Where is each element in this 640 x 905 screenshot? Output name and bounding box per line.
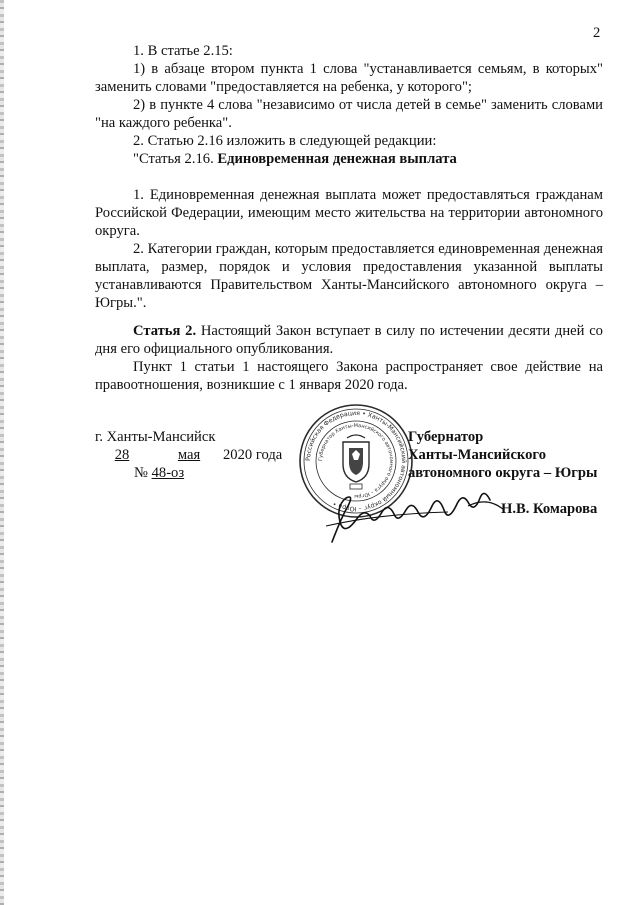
law-number xyxy=(134,464,184,482)
item-1-sub-1: 1) в абзаце втором пункта 1 слова "устанавливается семьям, в которых" заменить словами "предоставляется на ребенка, у которого"; xyxy=(95,61,603,95)
article-2-16-title: Единовременная денежная выплата xyxy=(217,151,457,167)
seal-outer-text: Российская Федерация • Ханты-Мансийский автономный округ – Югра • xyxy=(304,409,408,513)
scan-edge-artifact xyxy=(0,0,4,905)
article-2-paragraph-2: Пункт 1 статьи 1 настоящего Закона распространяет свое действие на правоотношения, возникшие с 1 января 2020 года. xyxy=(95,359,603,393)
item-2-intro: 2. Статью 2.16 изложить в следующей редакции: xyxy=(133,133,437,149)
date-year: 2020 года xyxy=(223,447,283,463)
page-number: 2 xyxy=(593,25,601,41)
law-number-prefix: № xyxy=(134,465,148,481)
signature-block xyxy=(408,428,597,482)
signing-date xyxy=(95,446,282,464)
governor-title-line-2: Ханты-Мансийского xyxy=(408,447,546,463)
law-number-value: 48-оз xyxy=(151,465,185,481)
governor-title-line-1: Губернатор xyxy=(408,429,484,445)
article-2-label: Статья 2. xyxy=(133,323,197,339)
article-2-16-paragraph-1: 1. Единовременная денежная выплата может предоставляться гражданам Российской Федерации, имеющим место жительства на территории автономного округа. xyxy=(95,187,603,239)
handwritten-signature xyxy=(318,476,518,548)
item-1-sub-2: 2) в пункте 4 слова "независимо от числа детей в семье" заменить словами "на каждого ребенка". xyxy=(95,97,603,131)
date-day: 28 xyxy=(114,447,130,463)
signing-city: г. Ханты-Мансийск xyxy=(95,429,216,445)
article-2-paragraph xyxy=(95,322,603,358)
article-2-text: Настоящий Закон вступает в силу по истечении десяти дней со дня его официального опубликования. xyxy=(95,323,603,357)
governor-title-line-3: автономного округа – Югры xyxy=(408,465,598,481)
item-1-intro: 1. В статье 2.15: xyxy=(133,43,233,59)
date-month: мая xyxy=(177,447,201,463)
article-2-16-prefix: "Статья 2.16. xyxy=(133,151,214,167)
governor-name: Н.В. Комарова xyxy=(501,501,598,517)
seal-inner-text: Губернатор Ханты-Мансийского автономного округа – Югры xyxy=(317,422,395,500)
article-2-16-heading xyxy=(95,150,603,168)
article-2-16-paragraph-2: 2. Категории граждан, которым предоставляется единовременная денежная выплата, размер, порядок и условия предоставления указанной выплаты устанавливаются Правительством Ханты-Мансийского автономного округа – Югры.". xyxy=(95,241,603,311)
